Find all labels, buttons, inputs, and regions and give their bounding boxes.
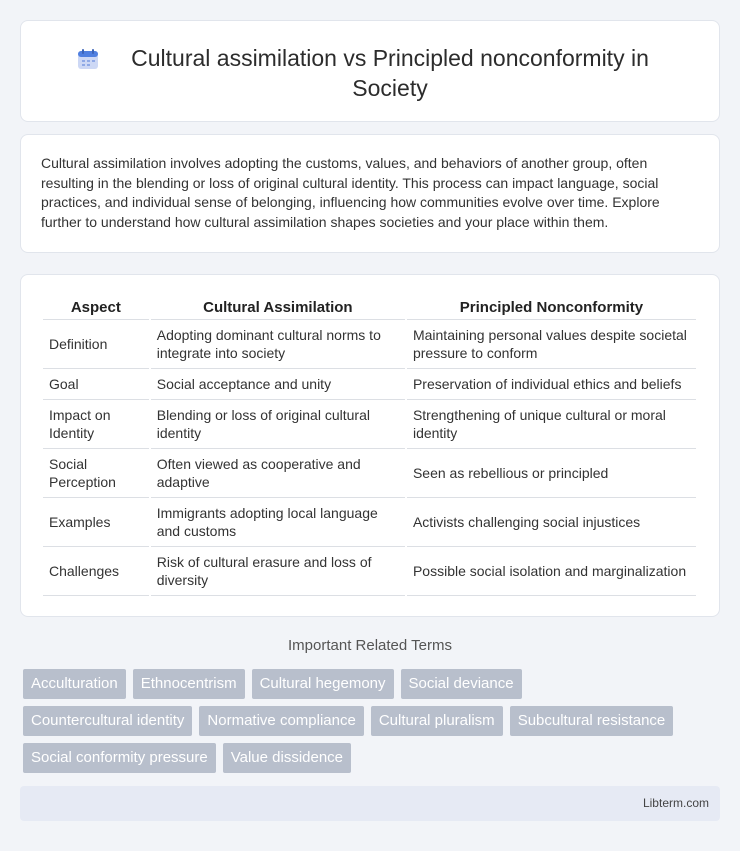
- term-tag[interactable]: Social conformity pressure: [23, 743, 216, 773]
- nonconformity-cell: Activists challenging social injustices: [407, 498, 696, 547]
- table-row: [43, 369, 696, 400]
- intro-text: Cultural assimilation involves adopting the customs, values, and behaviors of another group, often resulting in the blending or loss of original cultural identity. This process can impact language, social practices, and individual sense of belonging, influencing how communities evolve over time. Explore further to understand how cultural assimilation shapes societies and your place within them.: [41, 155, 660, 230]
- nonconformity-cell: Maintaining personal values despite societal pressure to conform: [407, 320, 696, 369]
- table-row: [43, 400, 696, 449]
- term-tag[interactable]: Cultural pluralism: [371, 706, 503, 736]
- comparison-card: [20, 274, 720, 617]
- assimilation-cell: Social acceptance and unity: [151, 369, 405, 400]
- related-terms-heading: Important Related Terms: [288, 637, 452, 654]
- column-header: Principled Nonconformity: [407, 295, 696, 320]
- footer-site-link[interactable]: Libterm.com: [642, 796, 709, 810]
- intro-card: [20, 134, 720, 253]
- aspect-cell: Examples: [43, 498, 149, 547]
- aspect-cell: Challenges: [43, 547, 149, 596]
- assimilation-cell: Often viewed as cooperative and adaptive: [151, 449, 405, 498]
- assimilation-cell: Immigrants adopting local language and customs: [151, 498, 405, 547]
- term-tag[interactable]: Normative compliance: [199, 706, 363, 736]
- table-row: [43, 498, 696, 547]
- assimilation-cell: Blending or loss of original cultural identity: [151, 400, 405, 449]
- term-tag[interactable]: Value dissidence: [223, 743, 351, 773]
- aspect-cell: Definition: [43, 320, 149, 369]
- nonconformity-cell: Strengthening of unique cultural or moral identity: [407, 400, 696, 449]
- term-tag[interactable]: Ethnocentrism: [133, 669, 245, 699]
- footer: [20, 786, 720, 821]
- nonconformity-cell: Preservation of individual ethics and beliefs: [407, 369, 696, 400]
- term-tag[interactable]: Cultural hegemony: [252, 669, 394, 699]
- aspect-cell: Social Perception: [43, 449, 149, 498]
- term-tag[interactable]: Countercultural identity: [23, 706, 192, 736]
- nonconformity-cell: Possible social isolation and marginalization: [407, 547, 696, 596]
- related-terms-list: [23, 669, 723, 780]
- aspect-cell: Goal: [43, 369, 149, 400]
- nonconformity-cell: Seen as rebellious or principled: [407, 449, 696, 498]
- table-row: [43, 449, 696, 498]
- table-row: [43, 547, 696, 596]
- page-title: Cultural assimilation vs Principled nonconformity in Society: [131, 45, 649, 101]
- column-header: Aspect: [43, 295, 149, 320]
- assimilation-cell: Risk of cultural erasure and loss of diversity: [151, 547, 405, 596]
- term-tag[interactable]: Social deviance: [401, 669, 522, 699]
- comparison-table: [41, 295, 698, 596]
- aspect-cell: Impact on Identity: [43, 400, 149, 449]
- column-header: Cultural Assimilation: [151, 295, 405, 320]
- title-card: [20, 20, 720, 122]
- term-tag[interactable]: Acculturation: [23, 669, 126, 699]
- term-tag[interactable]: Subcultural resistance: [510, 706, 674, 736]
- assimilation-cell: Adopting dominant cultural norms to integrate into society: [151, 320, 405, 369]
- table-row: [43, 320, 696, 369]
- table-header-row: [43, 295, 696, 320]
